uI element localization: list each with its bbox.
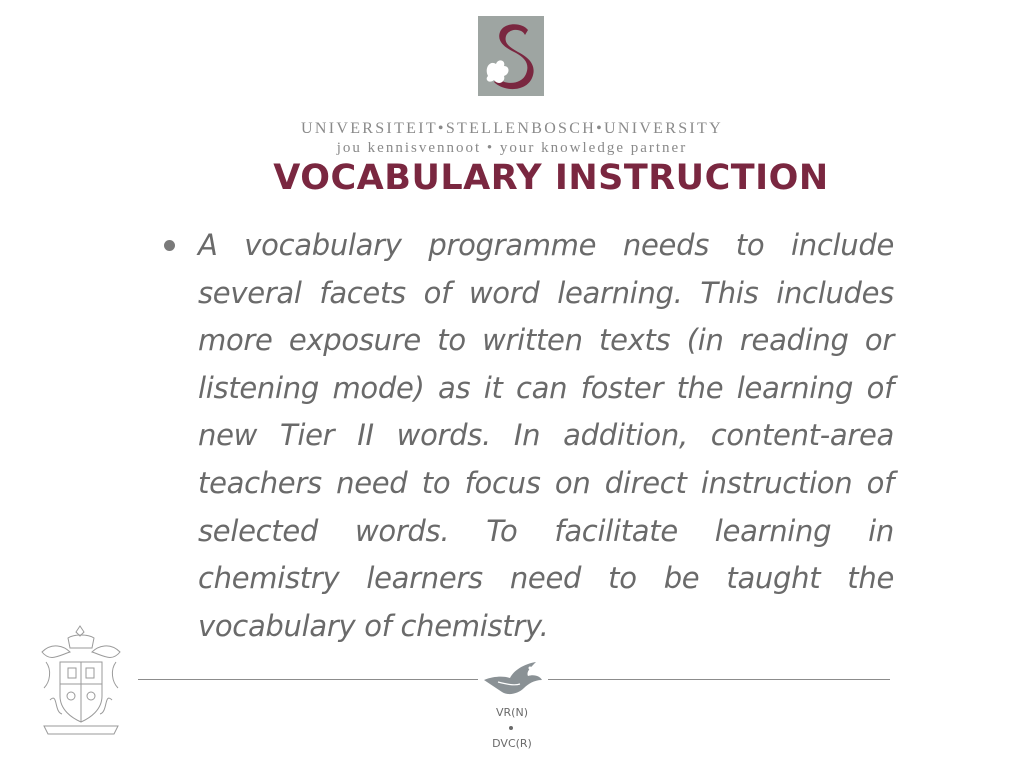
coat-of-arms-icon: [38, 622, 124, 740]
footer-divider-right: [548, 679, 890, 680]
university-motto: jou kennisvennoot • your knowledge partner: [336, 140, 688, 156]
footer-separator-dot: [509, 726, 513, 730]
bullet-text: A vocabulary programme needs to include several facets of word learning. This includes more exposure to written texts (in reading or listening mode) as it can foster the learning of new Tier II words. In addition, content-area teachers need to focus on direct instruction of selected words. To facilitate learning in chemistry learners need to be taught the vocabulary of chemistry.: [198, 228, 894, 643]
coat-of-arms: [38, 622, 124, 740]
university-name: UNIVERSITEIT•STELLENBOSCH•UNIVERSITY: [301, 120, 723, 137]
university-logo: [478, 16, 544, 96]
bullet-icon: [164, 240, 175, 251]
stellenbosch-s-logo-icon: [478, 16, 544, 96]
footer-divider-left: [138, 679, 478, 680]
footer-dvc-label: DVC(R): [492, 737, 532, 750]
slide-title: VOCABULARY INSTRUCTION: [273, 158, 829, 198]
bird-emblem-icon: [480, 656, 546, 702]
bird-emblem: [480, 656, 546, 702]
footer-vr-label: VR(N): [496, 706, 528, 719]
